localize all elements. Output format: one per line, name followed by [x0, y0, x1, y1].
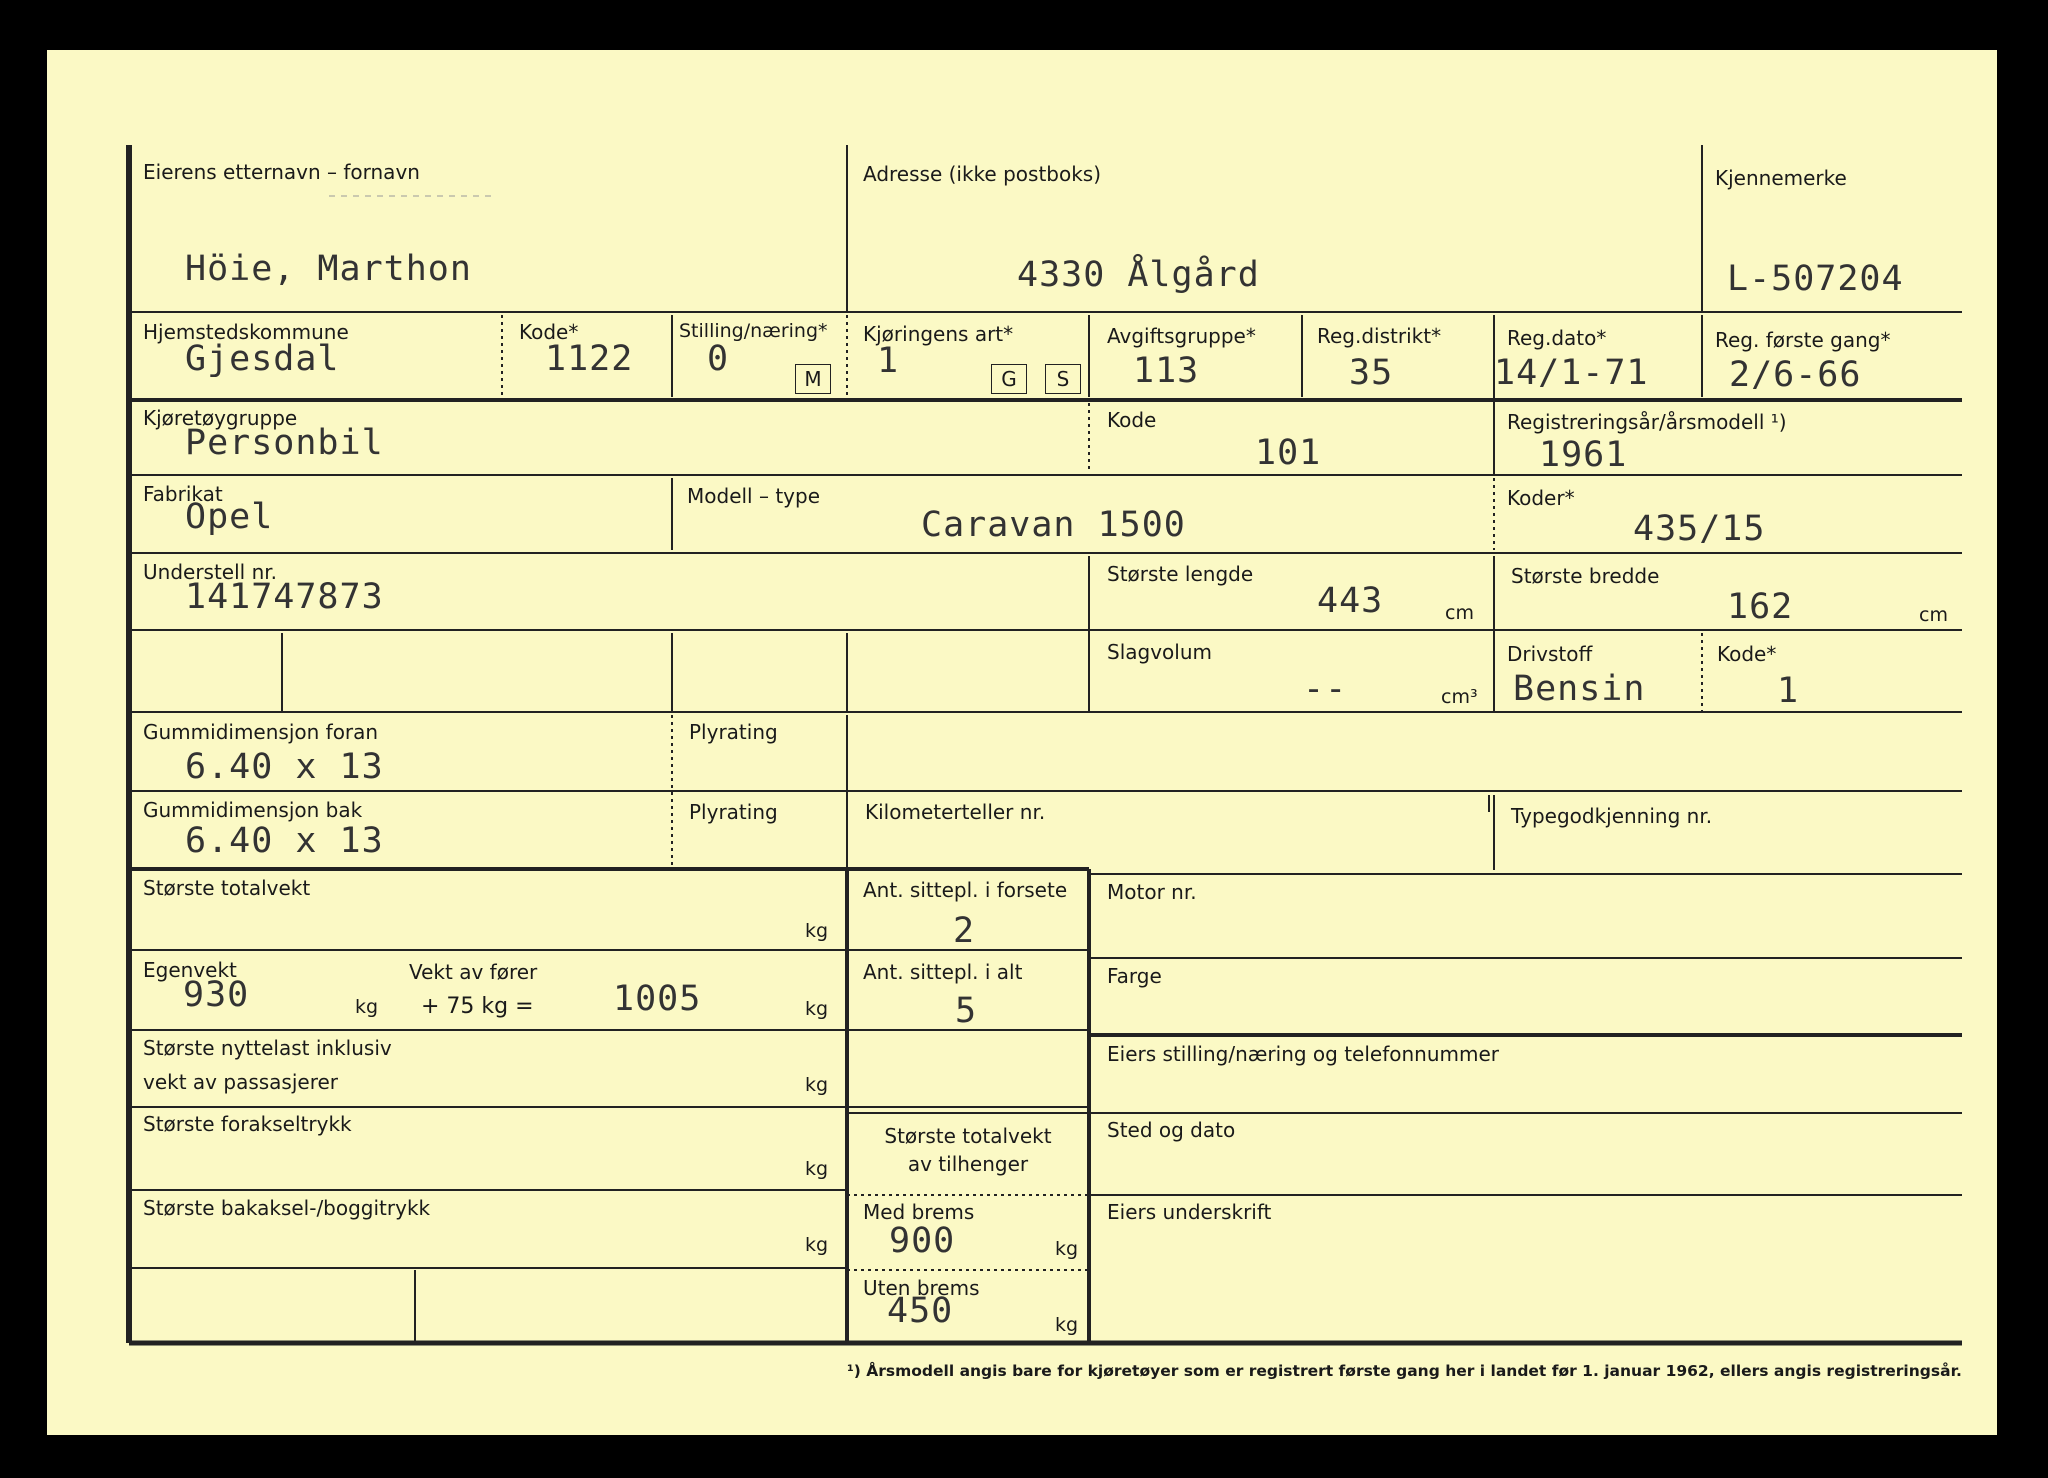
- fuel-code-value: 1: [1777, 671, 1800, 711]
- own-weight-value: 930: [183, 975, 250, 1015]
- occupation-box-m: M: [795, 364, 831, 394]
- trailer-label-2: av tilhenger: [907, 1152, 1029, 1176]
- registration-card: [47, 50, 1997, 1435]
- make-label: Fabrikat: [143, 482, 223, 506]
- vehicle-group-value: Personbil: [185, 423, 384, 463]
- tyre-rear-label: Gummidimensjon bak: [143, 798, 363, 822]
- tyre-front-label: Gummidimensjon foran: [143, 720, 379, 744]
- max-length-value: 443: [1317, 581, 1384, 621]
- chassis-value: 141747873: [185, 577, 384, 617]
- displacement-unit: cm³: [1441, 686, 1478, 708]
- driving-type-value: 1: [877, 341, 900, 381]
- municipality-value: Gjesdal: [185, 339, 340, 379]
- max-front-axle-label: Største forakseltrykk: [143, 1112, 352, 1136]
- fuel-code-label: Kode*: [1717, 642, 1777, 666]
- without-brakes-value: 450: [887, 1291, 954, 1331]
- max-width-label: Største bredde: [1511, 564, 1660, 588]
- fuel-label: Drivstoff: [1507, 642, 1593, 666]
- seats-front-label: Ant. sittepl. i forsete: [863, 878, 1068, 902]
- registration-mark-label: Kjennemerke: [1715, 166, 1847, 190]
- seats-total-label: Ant. sittepl. i alt: [863, 960, 1023, 984]
- reg-date-label: Reg.dato*: [1507, 326, 1607, 350]
- owner-name-value: Höie, Marthon: [185, 249, 472, 289]
- first-reg-value: 2/6-66: [1729, 355, 1862, 395]
- with-brakes-label: Med brems: [863, 1200, 975, 1224]
- owner-name-label: Eierens etternavn – fornavn: [143, 160, 420, 184]
- owner-phone-label: Eiers stilling/næring og telefonnummer: [1107, 1042, 1500, 1066]
- max-width-value: 162: [1727, 587, 1794, 627]
- driving-type-box-g: G: [991, 364, 1027, 394]
- ply-front-label: Plyrating: [689, 720, 778, 744]
- max-rear-axle-label: Største bakaksel-/boggitrykk: [143, 1196, 431, 1220]
- occupation-value: 0: [707, 339, 730, 379]
- seats-front-value: 2: [953, 911, 976, 951]
- tyre-rear-value: 6.40 x 13: [185, 821, 384, 861]
- without-brakes-unit: kg: [1055, 1314, 1079, 1336]
- max-front-axle-unit: kg: [805, 1158, 829, 1180]
- engine-no-label: Motor nr.: [1107, 880, 1197, 904]
- reg-year-label: Registreringsår/årsmodell ¹): [1507, 410, 1787, 434]
- occupation-label: Stilling/næring*: [679, 320, 828, 342]
- fuel-value: Bensin: [1513, 669, 1646, 709]
- with-brakes-unit: kg: [1055, 1238, 1079, 1260]
- model-label: Modell – type: [687, 484, 820, 508]
- type-approval-label: Typegodkjenning nr.: [1511, 804, 1713, 828]
- owner-signature-label: Eiers underskrift: [1107, 1200, 1272, 1224]
- displacement-value: --: [1303, 669, 1348, 709]
- own-weight-label: Egenvekt: [143, 958, 237, 982]
- ply-rear-label: Plyrating: [689, 800, 778, 824]
- fee-group-value: 113: [1133, 351, 1200, 391]
- driver-weight-formula: + 75 kg =: [421, 994, 534, 1019]
- driver-weight-label: Vekt av fører: [409, 960, 538, 984]
- max-payload-label-2: vekt av passasjerer: [143, 1070, 339, 1094]
- vehicle-group-code-label: Kode: [1107, 408, 1157, 432]
- max-width-unit: cm: [1919, 604, 1948, 626]
- total-weight-unit: kg: [805, 998, 829, 1020]
- address-label: Adresse (ikke postboks): [863, 162, 1102, 186]
- driving-type-label: Kjøringens art*: [863, 322, 1014, 346]
- max-payload-label-1: Største nyttelast inklusiv: [143, 1036, 392, 1060]
- reg-date-value: 14/1-71: [1494, 353, 1649, 393]
- without-brakes-label: Uten brems: [863, 1276, 980, 1300]
- colour-label: Farge: [1107, 964, 1162, 988]
- address-value: 4330 Ålgård: [1017, 255, 1260, 295]
- displacement-label: Slagvolum: [1107, 640, 1212, 664]
- trailer-label-1: Største totalvekt: [884, 1124, 1052, 1148]
- municipality-label: Hjemstedskommune: [143, 320, 349, 344]
- model-value: Caravan 1500: [921, 505, 1186, 545]
- vehicle-group-label: Kjøretøygruppe: [143, 406, 298, 430]
- own-weight-unit: kg: [355, 996, 379, 1018]
- seats-total-value: 5: [955, 991, 978, 1031]
- tyre-front-value: 6.40 x 13: [185, 747, 384, 787]
- chassis-label: Understell nr.: [143, 560, 277, 584]
- with-brakes-value: 900: [889, 1221, 956, 1261]
- reg-district-value: 35: [1349, 353, 1394, 393]
- max-length-label: Største lengde: [1107, 562, 1254, 586]
- first-reg-label: Reg. første gang*: [1715, 328, 1891, 352]
- odometer-label: Kilometerteller nr.: [865, 800, 1046, 824]
- max-rear-axle-unit: kg: [805, 1234, 829, 1256]
- vehicle-group-code-value: 101: [1255, 433, 1322, 473]
- registration-mark-value: L-507204: [1727, 259, 1904, 299]
- make-value: Opel: [185, 497, 274, 537]
- reg-year-value: 1961: [1539, 435, 1628, 475]
- codes-value: 435/15: [1633, 509, 1766, 549]
- total-weight-value: 1005: [613, 979, 702, 1019]
- place-date-label: Sted og dato: [1107, 1118, 1236, 1142]
- max-length-unit: cm: [1445, 602, 1474, 624]
- footnote: ¹) Årsmodell angis bare for kjøretøyer som er registrert første gang her i landet før 1. januar 1962, ellers angis registreringsår.: [847, 1362, 1962, 1380]
- municipality-code-label: Kode*: [519, 320, 579, 344]
- max-total-weight-unit: kg: [805, 920, 829, 942]
- driving-type-box-s: S: [1045, 364, 1081, 394]
- fee-group-label: Avgiftsgruppe*: [1107, 324, 1256, 348]
- codes-label: Koder*: [1507, 486, 1575, 510]
- reg-district-label: Reg.distrikt*: [1317, 324, 1442, 348]
- max-payload-unit: kg: [805, 1074, 829, 1096]
- max-total-weight-label: Største totalvekt: [143, 876, 311, 900]
- municipality-code-value: 1122: [545, 339, 634, 379]
